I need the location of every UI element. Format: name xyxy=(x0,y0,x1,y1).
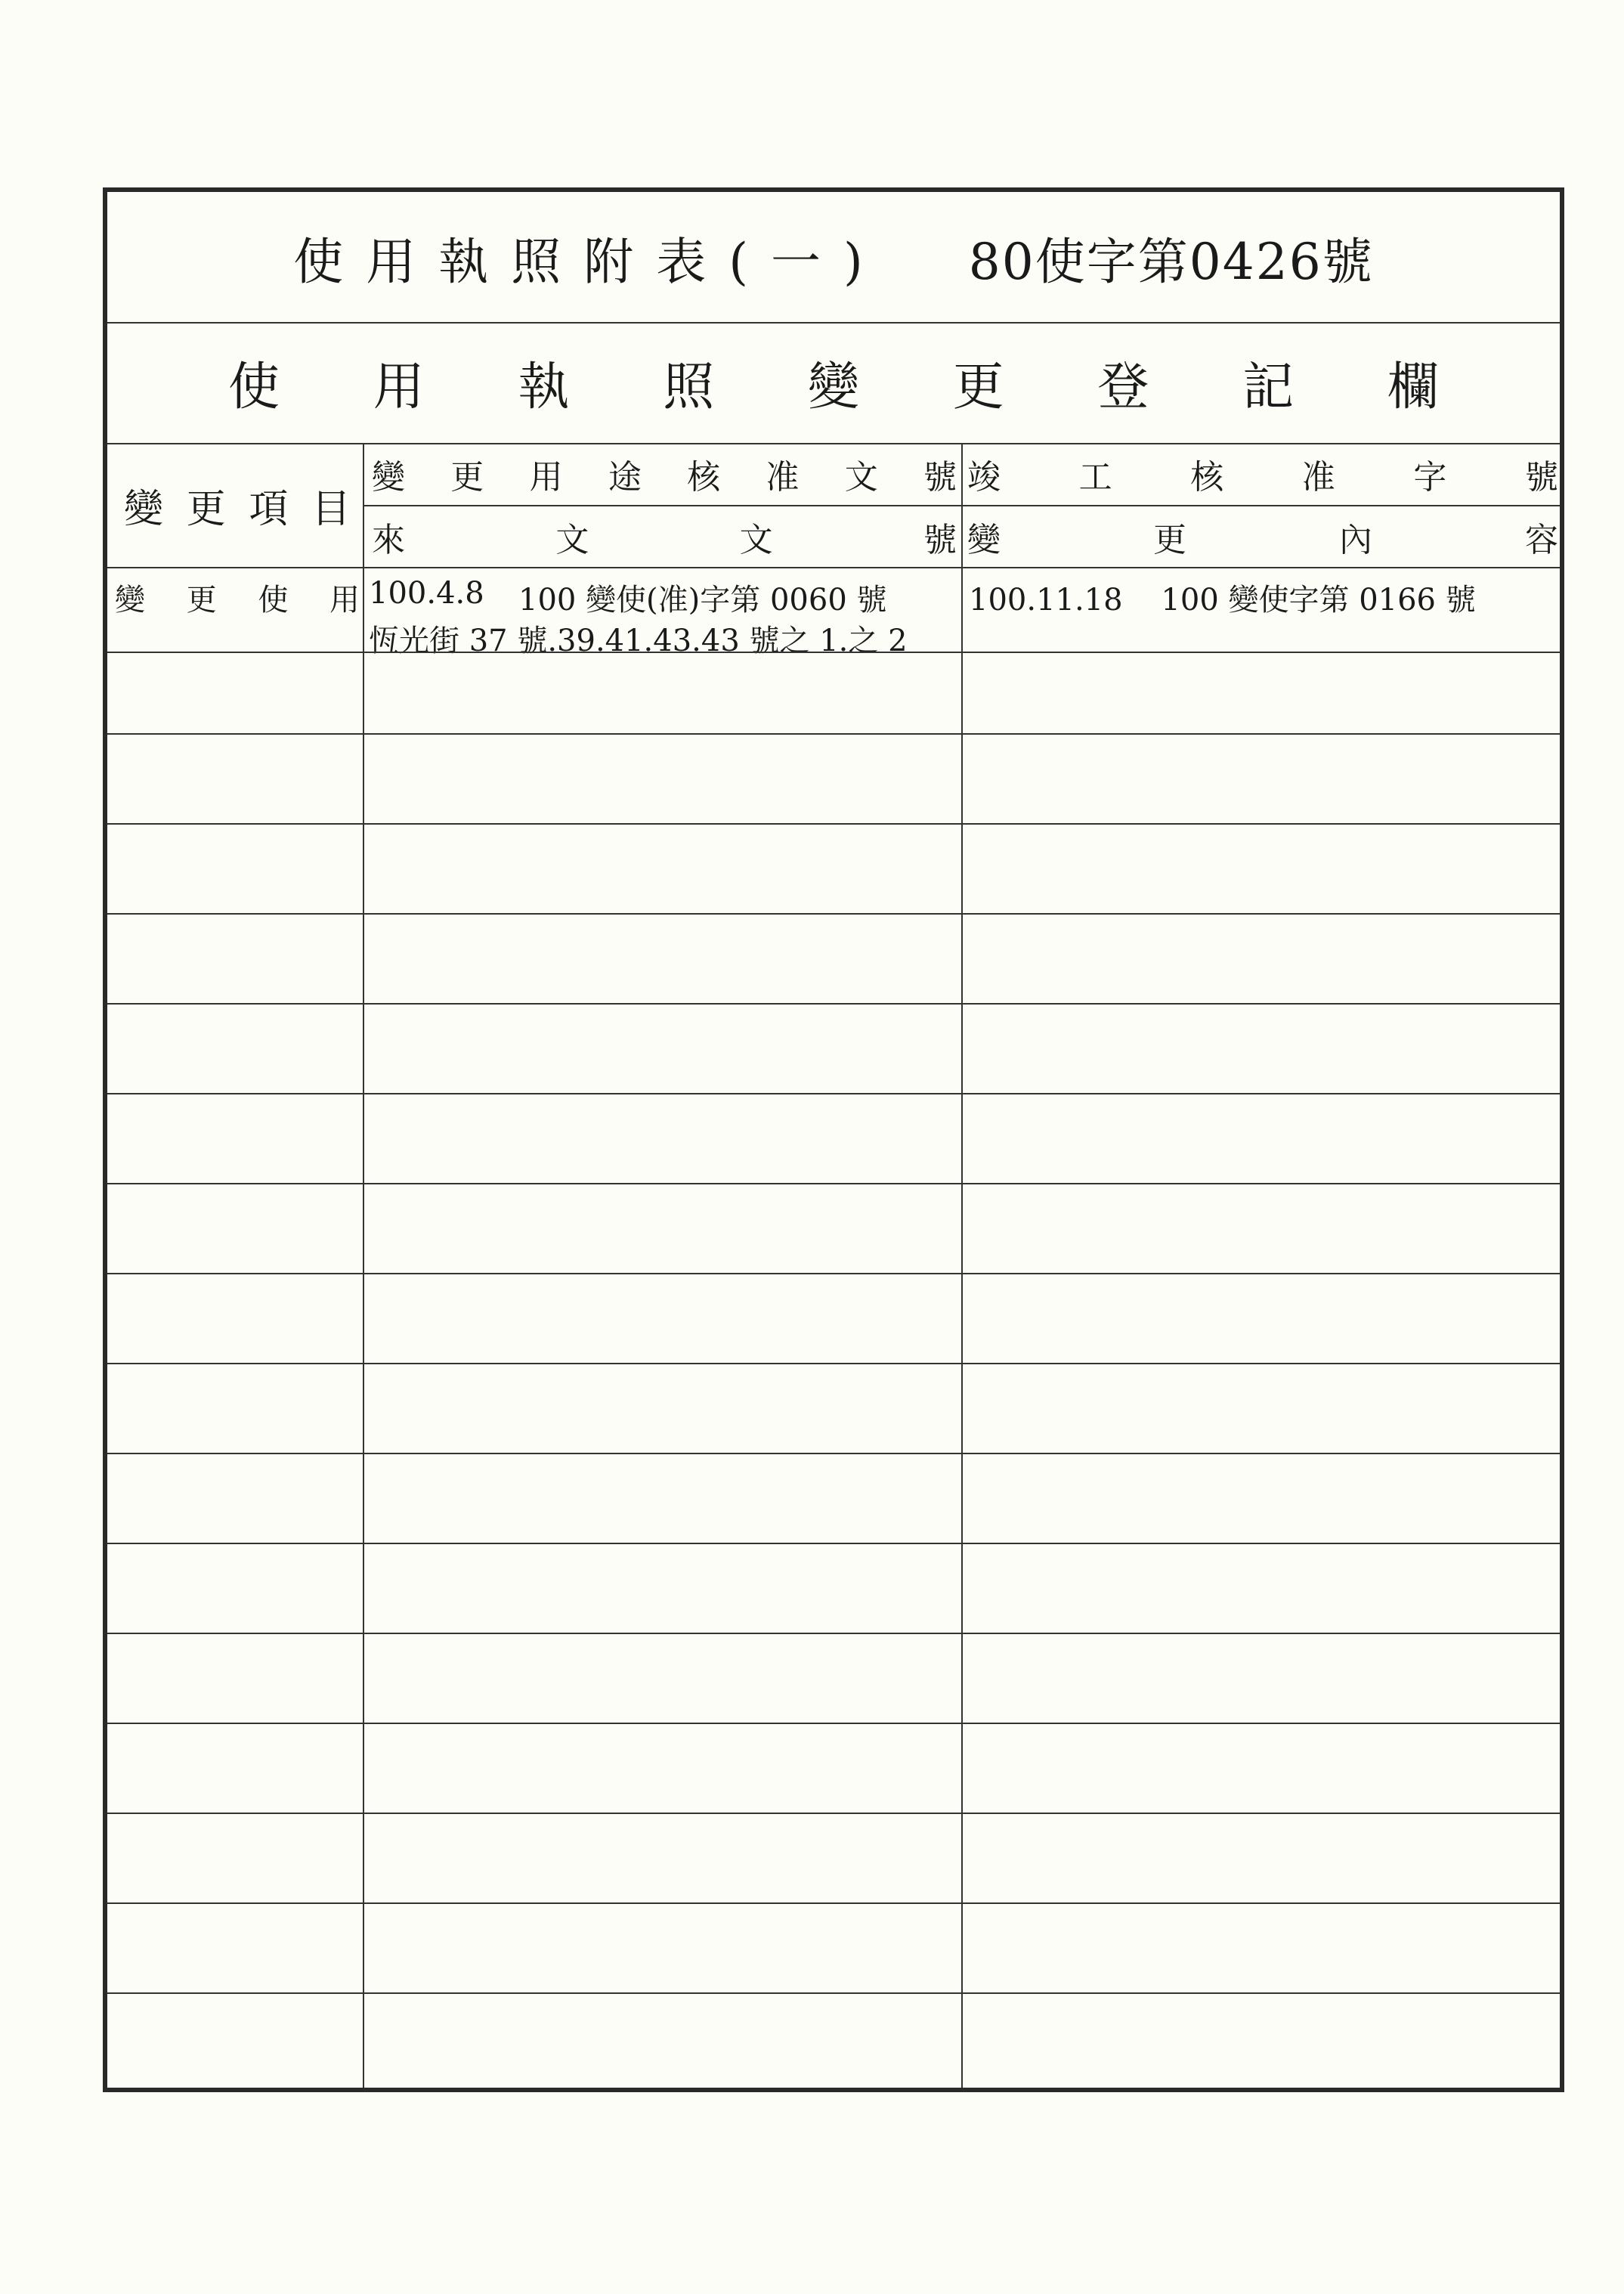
column-divider xyxy=(961,443,963,2088)
row-divider xyxy=(107,1723,1560,1724)
header-item: 變 更 項 目 xyxy=(124,486,351,532)
row-divider xyxy=(107,1273,1560,1274)
row-divider xyxy=(107,1813,1560,1814)
approval-date: 100.4.8 xyxy=(369,576,484,611)
row-divider xyxy=(107,1633,1560,1634)
permit-table xyxy=(103,187,1564,2092)
page-title xyxy=(107,192,1560,322)
row-divider xyxy=(107,1363,1560,1364)
row-divider xyxy=(107,1183,1560,1184)
section-title: 使 用 執 照 變 更 登 記 欄 xyxy=(228,357,1439,417)
header-completion-no: 竣 工 核 准 字 號 xyxy=(967,458,1558,497)
divider xyxy=(107,567,1560,568)
row-divider xyxy=(107,823,1560,825)
row-divider xyxy=(107,1992,1560,1994)
title-main: 使用執照附表(一) xyxy=(293,232,886,291)
column-divider xyxy=(363,443,364,2088)
row-divider xyxy=(107,1902,1560,1904)
row-divider xyxy=(107,1003,1560,1005)
row-divider xyxy=(107,913,1560,915)
incoming-address: 恆光街 37 號.39.41.43.43 號之 1.之 2 xyxy=(369,624,908,658)
permit-number: 80使字第0426號 xyxy=(968,232,1374,291)
header-change-content: 變 更 內 容 xyxy=(967,521,1558,559)
row-divider xyxy=(107,1093,1560,1094)
approval-number: 100 變使(准)字第 0060 號 xyxy=(518,583,887,618)
header-approval-doc: 變 更 用 途 核 准 文 號 xyxy=(372,458,957,497)
header-incoming-doc: 來 文 文 號 xyxy=(372,521,957,559)
row-divider xyxy=(107,652,1560,653)
row-divider xyxy=(107,1453,1560,1454)
row-divider xyxy=(107,733,1560,735)
row-item: 變 更 使 用 xyxy=(115,583,360,618)
row-divider xyxy=(107,1543,1560,1544)
completion-number: 100.11.18 100 變使字第 0166 號 xyxy=(969,583,1476,618)
